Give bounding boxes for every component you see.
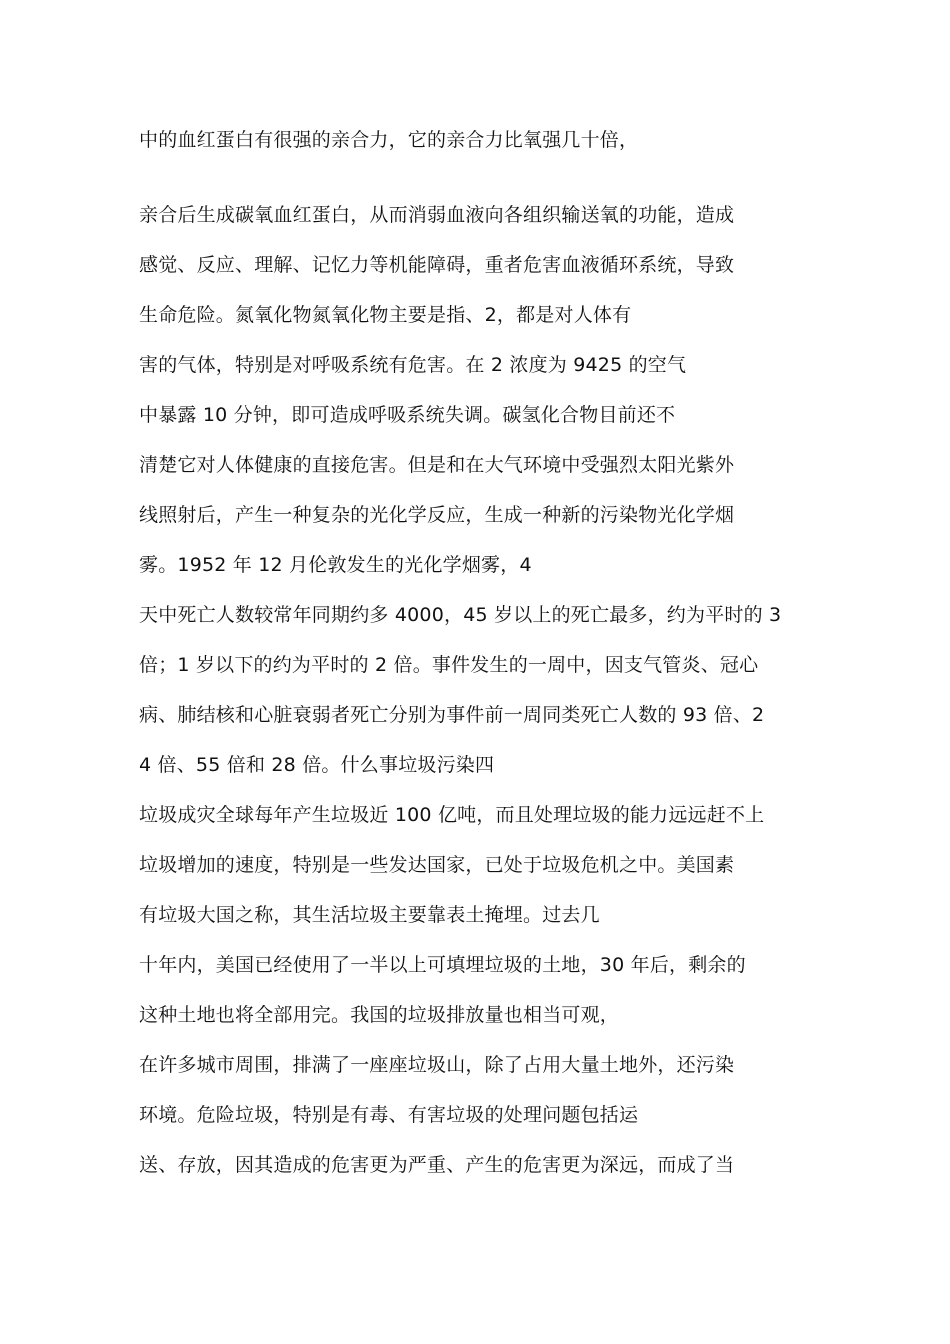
text-line: 送、存放，因其造成的危害更为严重、产生的危害更为深远，而成了当 — [139, 1154, 735, 1176]
text-line: 这种土地也将全部用完。我国的垃圾排放量也相当可观， — [139, 1004, 620, 1026]
text-line: 感觉、反应、理解、记忆力等机能障碍，重者危害血液循环系统，导致 — [139, 254, 735, 276]
text-line: 有垃圾大国之称，其生活垃圾主要靠表土掩埋。过去几 — [139, 904, 600, 926]
text-line: 生命危险。氮氧化物氮氧化物主要是指、2，都是对人体有 — [139, 304, 632, 326]
text-line: 病、肺结核和心脏衰弱者死亡分别为事件前一周同类死亡人数的 93 倍、2 — [139, 704, 765, 726]
text-line: 中的血红蛋白有很强的亲合力，它的亲合力比氧强几十倍， — [139, 129, 639, 151]
text-line: 垃圾成灾全球每年产生垃圾近 100 亿吨，而且处理垃圾的能力远远赶不上 — [139, 804, 765, 826]
text-line: 害的气体，特别是对呼吸系统有危害。在 2 浓度为 9425 的空气 — [139, 354, 687, 376]
text-line: 中暴露 10 分钟，即可造成呼吸系统失调。碳氢化合物目前还不 — [139, 404, 676, 426]
text-line: 天中死亡人数较常年同期约多 4000，45 岁以上的死亡最多，约为平时的 3 — [139, 604, 782, 626]
text-line: 垃圾增加的速度，特别是一些发达国家，已处于垃圾危机之中。美国素 — [139, 854, 735, 876]
text-line: 线照射后，产生一种复杂的光化学反应，生成一种新的污染物光化学烟 — [139, 504, 735, 526]
text-line: 4 倍、55 倍和 28 倍。什么事垃圾污染四 — [139, 754, 495, 776]
text-line: 在许多城市周围，排满了一座座垃圾山，除了占用大量土地外，还污染 — [139, 1054, 735, 1076]
text-line: 清楚它对人体健康的直接危害。但是和在大气环境中受强烈太阳光紫外 — [139, 454, 735, 476]
text-line: 倍；1 岁以下的约为平时的 2 倍。事件发生的一周中，因支气管炎、冠心 — [139, 654, 759, 676]
text-line: 环境。危险垃圾，特别是有毒、有害垃圾的处理问题包括运 — [139, 1104, 639, 1126]
text-line: 雾。1952 年 12 月伦敦发生的光化学烟雾，4 — [139, 554, 532, 576]
text-line: 十年内，美国已经使用了一半以上可填埋垃圾的土地，30 年后，剩余的 — [139, 954, 746, 976]
text-line: 亲合后生成碳氧血红蛋白，从而消弱血液向各组织输送氧的功能，造成 — [139, 204, 735, 226]
